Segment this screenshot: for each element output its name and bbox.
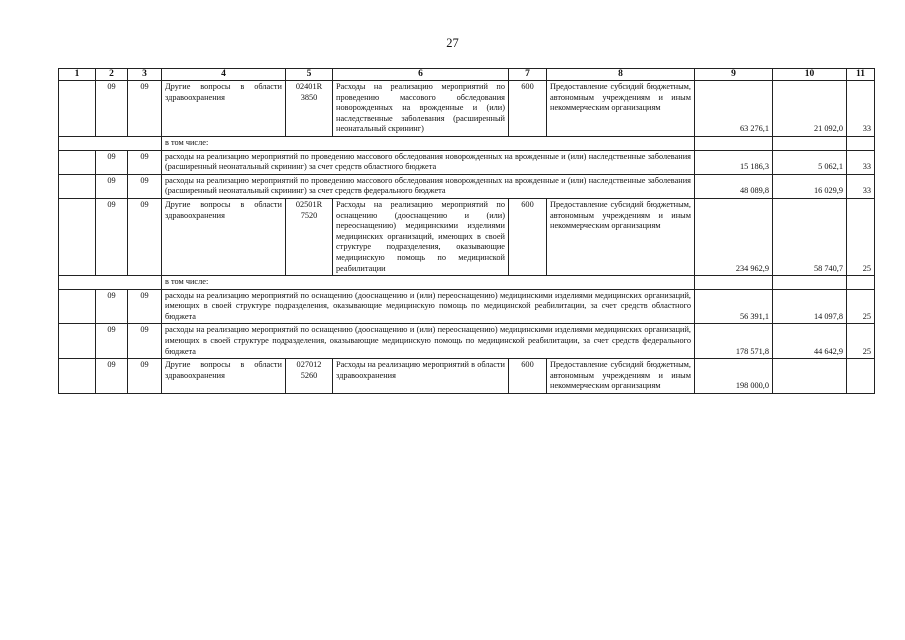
cell-empty — [59, 276, 162, 290]
cell-amount-share: 44 642,9 — [773, 324, 847, 359]
cell-empty — [59, 174, 96, 198]
cell-expense-name — [333, 359, 509, 394]
subitem-text: расходы на реализацию мероприятий по оснащению (дооснащению и (или) переоснащению) медицинскими изделиями медицинских организаций, имеющих в своей структуре подразделения, оказывающие медицинскую помощь по медицинской реабилитации, за счет средств федерального бюджета — [165, 325, 691, 356]
expense-name-text: Расходы на реализацию мероприятий по проведению массового обследования новорожденных на врожденные и (или) наследственные заболевания (расширенный неонатальный скрининг) — [336, 82, 505, 134]
cell-including-label: в том числе: — [162, 136, 695, 150]
target-article-code-suffix: 5260 — [300, 370, 318, 380]
cell-percent: 25 — [847, 289, 875, 324]
cell-empty — [59, 198, 96, 275]
budget-table — [58, 68, 875, 394]
cell-section: 09 — [96, 198, 128, 275]
table-row — [59, 198, 875, 275]
cell-amount-share: 16 029,9 — [773, 174, 847, 198]
expense-type-text: Предоставление субсидий бюджетным, автономным учреждениям и иным некоммерческим организациям — [550, 360, 691, 391]
cell-empty — [59, 289, 96, 324]
cell-subitem-description — [162, 150, 695, 174]
cell-section: 09 — [96, 150, 128, 174]
cell-section: 09 — [96, 174, 128, 198]
cell-empty — [59, 136, 162, 150]
cell-expense-type-name — [547, 81, 695, 137]
cell-expense-type-name — [547, 198, 695, 275]
column-header: 8 — [547, 69, 695, 81]
cell-subsection: 09 — [128, 289, 162, 324]
cell-expense-type: 600 — [509, 359, 547, 394]
cell-percent: 33 — [847, 81, 875, 137]
expense-type-text: Предоставление субсидий бюджетным, автономным учреждениям и иным некоммерческим организациям — [550, 82, 691, 113]
section-name-text: Другие вопросы в области здравоохранения — [165, 199, 282, 220]
subitem-text: расходы на реализацию мероприятий по оснащению (дооснащению и (или) переоснащению) медицинскими изделиями медицинских организаций, имеющих в своей структуре подразделения, оказывающие медицинскую помощь по медицинской реабилитации, за счет средств областного бюджета — [165, 290, 691, 321]
table-header-row — [59, 69, 875, 81]
cell-empty — [695, 136, 773, 150]
cell-empty — [773, 136, 847, 150]
cell-amount-total: 48 089,8 — [695, 174, 773, 198]
cell-target-article — [286, 359, 333, 394]
column-header: 1 — [59, 69, 96, 81]
cell-section: 09 — [96, 359, 128, 394]
cell-empty — [59, 81, 96, 137]
cell-amount-share — [773, 359, 847, 394]
column-header: 7 — [509, 69, 547, 81]
cell-subsection: 09 — [128, 174, 162, 198]
expense-name-text: Расходы на реализацию мероприятий по оснащению (дооснащению и (или) переоснащению) медицинскими изделиями медицинских организаций, имеющих в своей структуре подразделения, оказывающие медицинскую помощь по медицинской реабилитации — [336, 199, 505, 273]
cell-percent: 33 — [847, 174, 875, 198]
cell-expense-type: 600 — [509, 198, 547, 275]
cell-section-name — [162, 359, 286, 394]
table-row-subitem — [59, 289, 875, 324]
cell-expense-type: 600 — [509, 81, 547, 137]
column-header: 10 — [773, 69, 847, 81]
column-header: 9 — [695, 69, 773, 81]
cell-subitem-description — [162, 289, 695, 324]
table-row — [59, 359, 875, 394]
cell-empty — [847, 276, 875, 290]
cell-including-label: в том числе: — [162, 276, 695, 290]
cell-expense-type-name — [547, 359, 695, 394]
cell-empty — [59, 359, 96, 394]
cell-subsection: 09 — [128, 198, 162, 275]
cell-subsection: 09 — [128, 324, 162, 359]
expense-type-text: Предоставление субсидий бюджетным, автономным учреждениям и иным некоммерческим организациям — [550, 199, 691, 231]
cell-section-name — [162, 198, 286, 275]
column-header: 3 — [128, 69, 162, 81]
expense-name-text: Расходы на реализацию мероприятий в области здравоохранения — [336, 360, 505, 380]
cell-subsection: 09 — [128, 81, 162, 137]
cell-empty — [59, 150, 96, 174]
cell-section: 09 — [96, 289, 128, 324]
cell-section: 09 — [96, 81, 128, 137]
column-header: 11 — [847, 69, 875, 81]
section-name-text: Другие вопросы в области здравоохранения — [165, 360, 282, 380]
target-article-code: 027012 — [296, 360, 322, 370]
target-article-code-suffix: 3850 — [300, 92, 318, 102]
table-row-subitem — [59, 324, 875, 359]
column-header: 2 — [96, 69, 128, 81]
target-article-code: 02501R — [295, 199, 323, 209]
table-row-subitem — [59, 150, 875, 174]
cell-amount-total: 63 276,1 — [695, 81, 773, 137]
target-article-code: 02401R — [295, 82, 323, 91]
cell-expense-name — [333, 81, 509, 137]
table-row — [59, 81, 875, 137]
cell-amount-share: 58 740,7 — [773, 198, 847, 275]
cell-amount-total: 234 962,9 — [695, 198, 773, 275]
cell-amount-share: 21 092,0 — [773, 81, 847, 137]
cell-amount-share: 5 062,1 — [773, 150, 847, 174]
cell-expense-name — [333, 198, 509, 275]
cell-amount-total: 15 186,3 — [695, 150, 773, 174]
cell-percent: 33 — [847, 150, 875, 174]
cell-percent — [847, 359, 875, 394]
subitem-text: расходы на реализацию мероприятий по проведению массового обследования новорожденных на врожденные и (или) наследственные заболевания (расширенный неонатальный скрининг) за счет средств федерального бюджета — [165, 175, 691, 196]
cell-target-article — [286, 81, 333, 137]
column-header: 4 — [162, 69, 286, 81]
cell-empty — [773, 276, 847, 290]
target-article-code-suffix: 7520 — [300, 210, 318, 220]
cell-empty — [59, 324, 96, 359]
cell-subsection: 09 — [128, 359, 162, 394]
cell-subitem-description — [162, 174, 695, 198]
cell-amount-share: 14 097,8 — [773, 289, 847, 324]
including-row — [59, 276, 875, 290]
cell-empty — [847, 136, 875, 150]
including-row — [59, 136, 875, 150]
cell-amount-total: 178 571,8 — [695, 324, 773, 359]
subitem-text: расходы на реализацию мероприятий по проведению массового обследования новорожденных на врожденные и (или) наследственные заболевания (расширенный неонатальный скрининг) за счет средств областного бюджета — [165, 151, 691, 172]
cell-amount-total: 56 391,1 — [695, 289, 773, 324]
cell-subitem-description — [162, 324, 695, 359]
cell-section-name — [162, 81, 286, 137]
section-name-text: Другие вопросы в области здравоохранения — [165, 82, 282, 102]
column-header: 6 — [333, 69, 509, 81]
cell-percent: 25 — [847, 324, 875, 359]
column-header: 5 — [286, 69, 333, 81]
cell-percent: 25 — [847, 198, 875, 275]
cell-amount-total: 198 000,0 — [695, 359, 773, 394]
page-number: 27 — [446, 36, 459, 50]
cell-section: 09 — [96, 324, 128, 359]
cell-subsection: 09 — [128, 150, 162, 174]
cell-target-article — [286, 198, 333, 275]
cell-empty — [695, 276, 773, 290]
table-row-subitem — [59, 174, 875, 198]
